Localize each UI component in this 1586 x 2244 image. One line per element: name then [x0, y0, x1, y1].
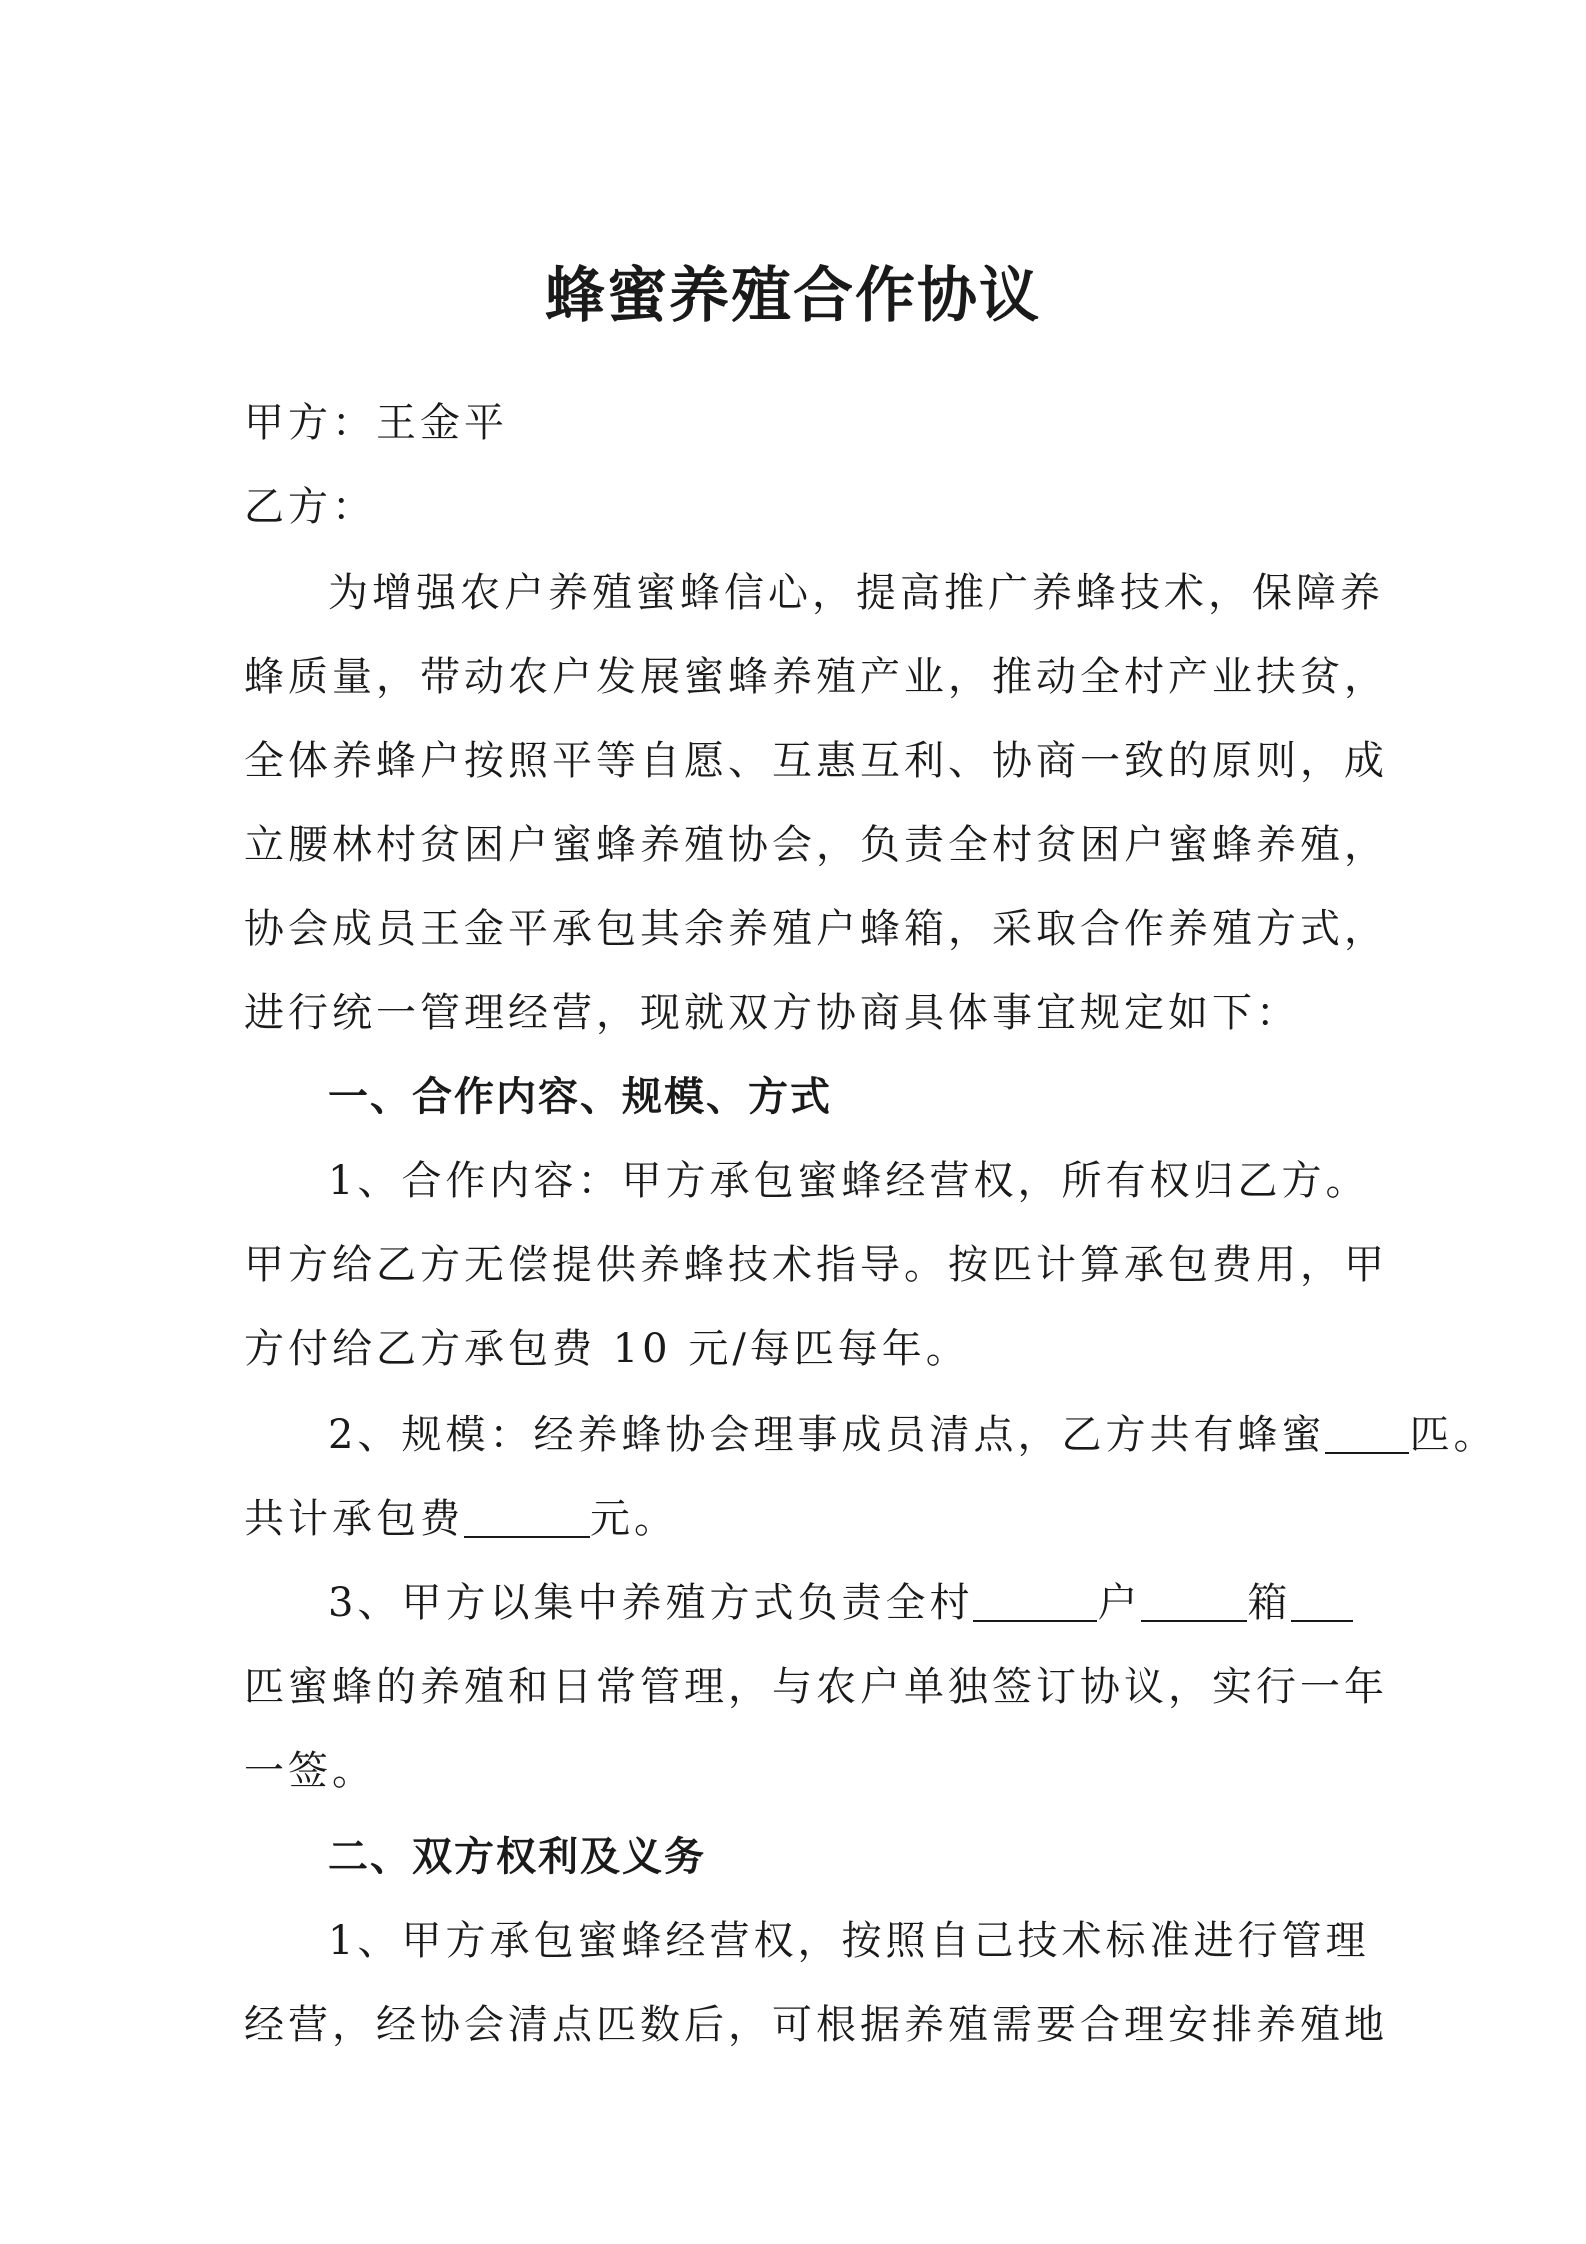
fill-blank[interactable]: [1325, 1412, 1409, 1454]
intro-line: 进行统一管理经营，现就双方协商具体事宜规定如下：: [244, 990, 1300, 1036]
clause-text: 匹。: [1409, 1412, 1498, 1458]
intro-line: 协会成员王金平承包其余养殖户蜂箱，采取合作养殖方式，: [244, 906, 1388, 952]
intro-line: 立腰林村贫困户蜜蜂养殖协会，负责全村贫困户蜜蜂养殖，: [244, 822, 1388, 868]
fill-blank[interactable]: [464, 1496, 590, 1538]
fill-blank[interactable]: [1291, 1580, 1353, 1622]
fill-blank[interactable]: [973, 1580, 1097, 1622]
intro-line: 蜂质量，带动农户发展蜜蜂养殖产业，推动全村产业扶贫，: [244, 654, 1388, 700]
section-heading: 二、双方权利及义务: [328, 1834, 706, 1880]
fill-blank[interactable]: [1141, 1580, 1247, 1622]
clause-line: 匹蜜蜂的养殖和日常管理，与农户单独签订协议，实行一年: [244, 1664, 1388, 1710]
clause-line: [328, 1578, 1353, 1628]
clause-line: [244, 1494, 678, 1544]
intro-line: 全体养蜂户按照平等自愿、互惠互利、协商一致的原则，成: [244, 738, 1388, 784]
clause-text: 2、规模：经养蜂协会理事成员清点，乙方共有蜂蜜: [328, 1412, 1326, 1458]
clause-line: 一签。: [244, 1748, 376, 1794]
clause-line: 甲方给乙方无偿提供养蜂技术指导。按匹计算承包费用，甲: [244, 1242, 1388, 1288]
party-a-line: 甲方：王金平: [244, 400, 508, 446]
clause-line: 经营，经协会清点匹数后，可根据养殖需要合理安排养殖地: [244, 2002, 1388, 2048]
clause-text: 共计承包费: [244, 1496, 464, 1542]
clause-line: [328, 1410, 1497, 1460]
clause-line: 1、甲方承包蜜蜂经营权，按照自己技术标准进行管理: [328, 1918, 1370, 1964]
party-b-line: 乙方：: [244, 484, 376, 530]
clause-text: 元。: [590, 1496, 678, 1542]
document-title: 蜂蜜养殖合作协议: [545, 261, 1041, 331]
clause-line: 方付给乙方承包费 10 元/每匹每年。: [244, 1326, 970, 1372]
intro-line: 为增强农户养殖蜜蜂信心，提高推广养蜂技术，保障养: [328, 570, 1384, 616]
clause-text: 户: [1097, 1580, 1142, 1626]
clause-text: 3、甲方以集中养殖方式负责全村: [328, 1580, 974, 1626]
clause-line: 1、合作内容：甲方承包蜜蜂经营权，所有权归乙方。: [328, 1158, 1370, 1204]
section-heading: 一、合作内容、规模、方式: [328, 1074, 832, 1120]
clause-text: 箱: [1247, 1580, 1292, 1626]
